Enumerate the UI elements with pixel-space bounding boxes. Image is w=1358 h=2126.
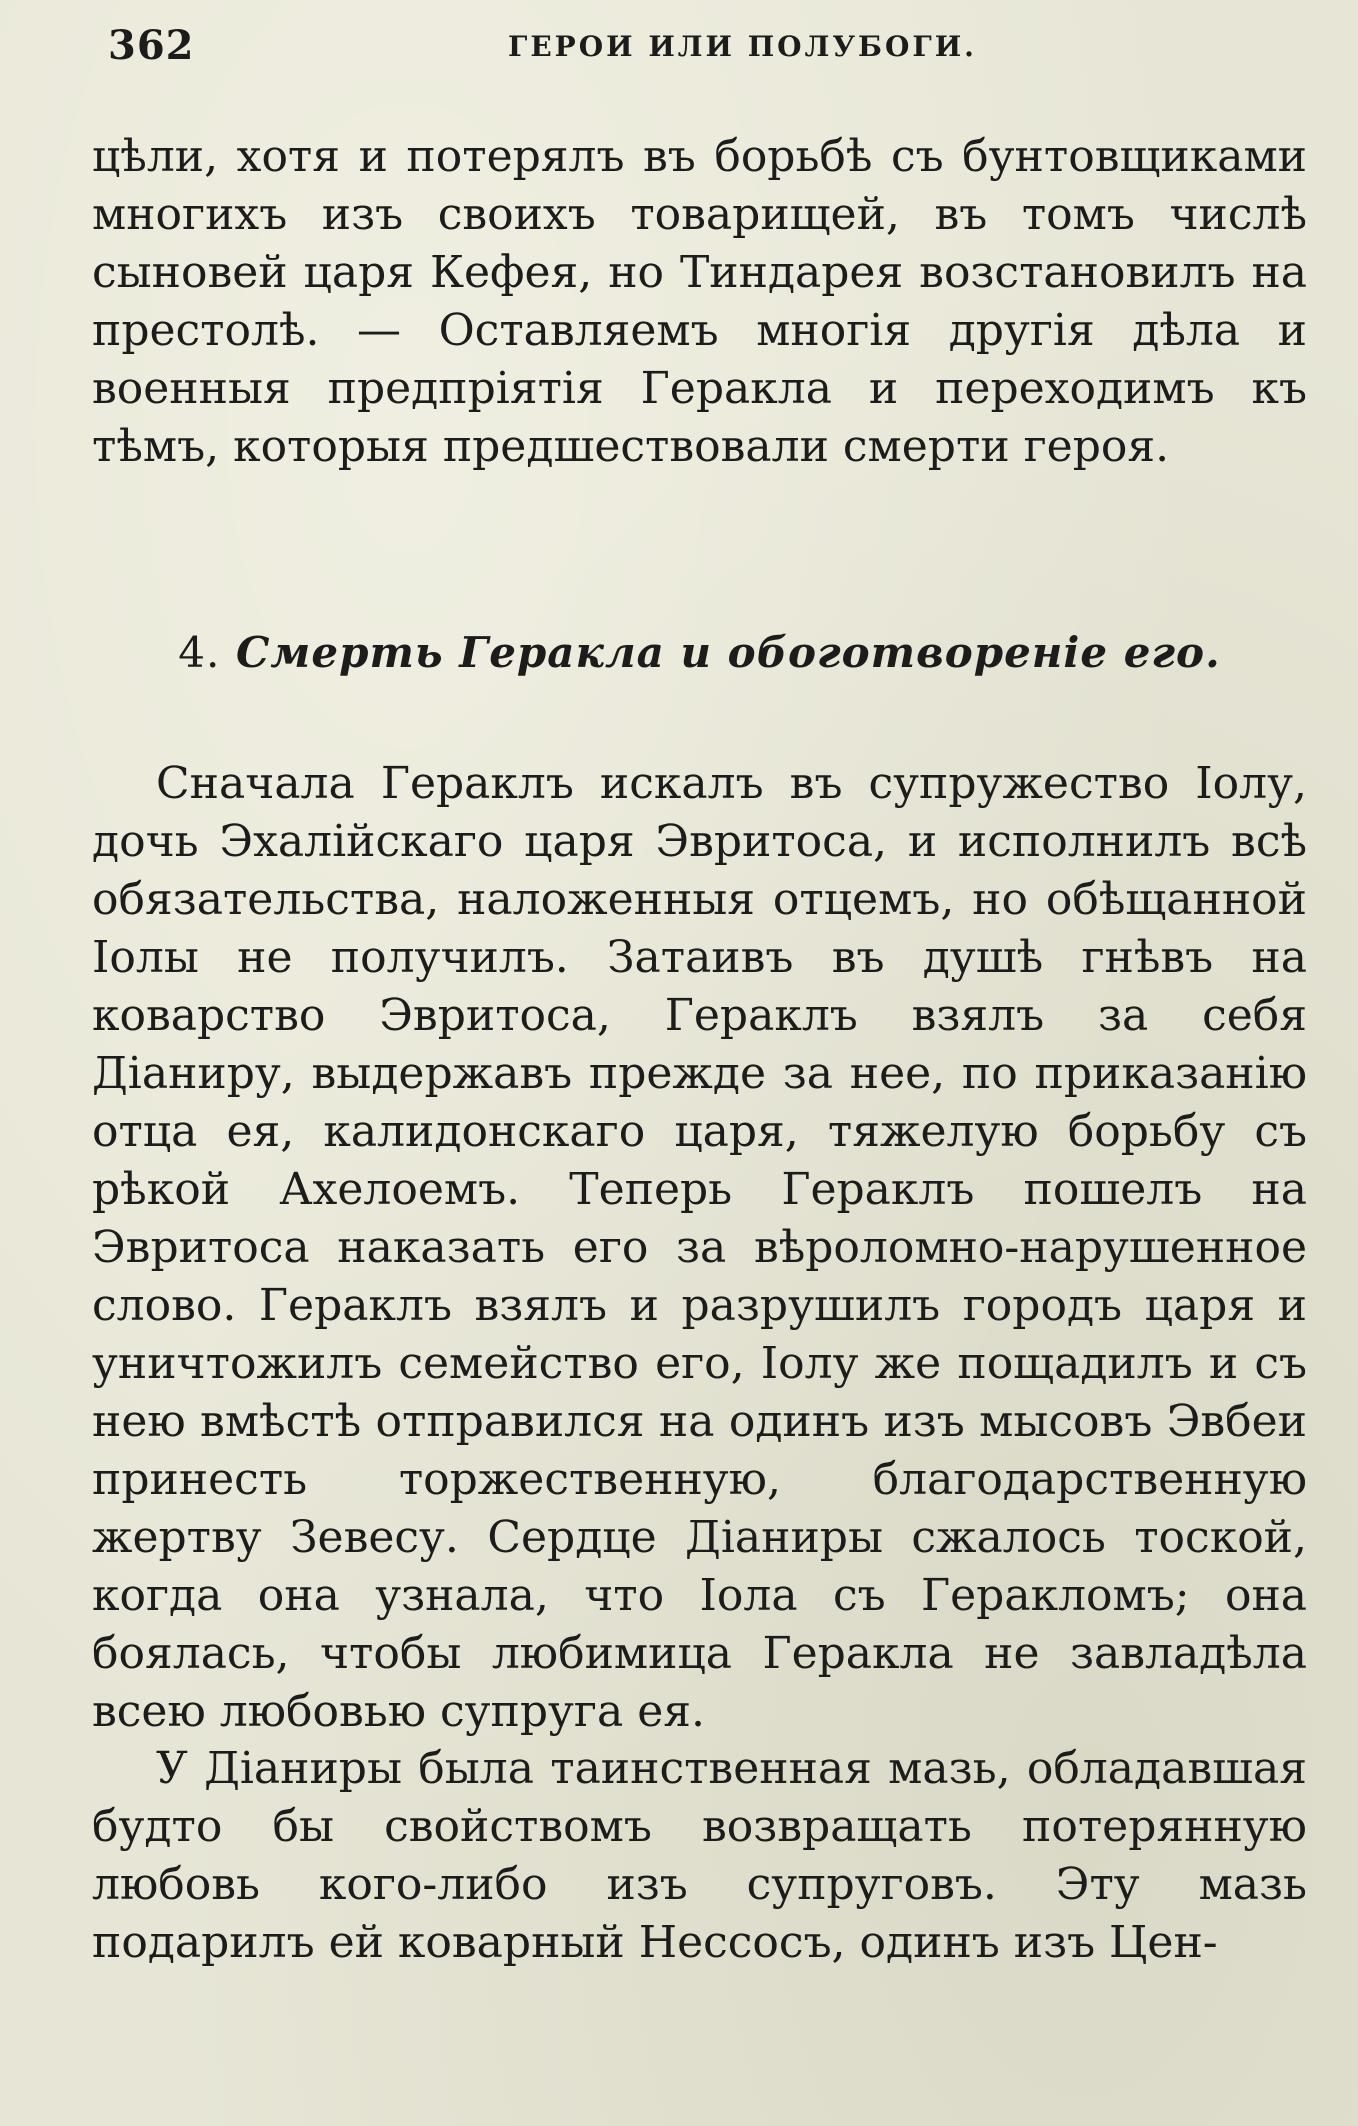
paragraph-1: Сначала Гераклъ искалъ въ супружество Іолу, дочь Эхалійскаго царя Эвритоса, и исполнилъ всѣ обязательства, наложенныя отцемъ, но обѣщанной Іолы не получилъ. Затаивъ въ душѣ гнѣвъ на коварство Эвритоса, Гераклъ взялъ за себя Діаниру, выдержавъ прежде за нее, по приказанію отца ея, калидонскаго царя, тяжелую борьбу съ рѣкой Ахелоемъ. Теперь Гераклъ пошелъ на Эвритоса наказать его за вѣроломно-нарушенное слово. Гераклъ взялъ и разрушилъ городъ царя и уничтожилъ семейство его, Іолу же пощадилъ и съ нею вмѣстѣ отправился на одинъ изъ мысовъ Эвбеи принесть торжественную, благодарственную жертву Зевесу. Сердце Діаниры сжалось тоской, когда она узнала, что Іола съ Геракломъ; она боялась, чтобы любимица Геракла не завладѣла всею любовью супруга ея. — [92, 758, 1307, 1737]
page-number: 362 — [108, 22, 195, 69]
running-title: ГЕРОИ ИЛИ ПОЛУБОГИ. — [508, 30, 977, 63]
section-title: Смерть Геракла и обоготвореніе его. — [236, 628, 1221, 677]
paragraph-2: У Діаниры была таинственная мазь, обладавшая будто бы свойствомъ возвращать потерянную любовь кого-либо изъ супруговъ. Эту мазь подарилъ ей коварный Нессосъ, одинъ изъ Цен- — [92, 1743, 1307, 1968]
section-heading — [92, 628, 1307, 677]
continuation-paragraph: цѣли, хотя и потерялъ въ борьбѣ съ бунтовщиками многихъ изъ своихъ товарищей, въ томъ числѣ сыновей царя Кефея, но Тиндарея возстановилъ на престолѣ. — Оставляемъ многія другія дѣла и военныя предпріятія Геракла и переходимъ къ тѣмъ, которыя предшествовали смерти героя. — [92, 131, 1307, 472]
section-number: 4. — [178, 628, 221, 677]
page-header — [108, 22, 1308, 82]
